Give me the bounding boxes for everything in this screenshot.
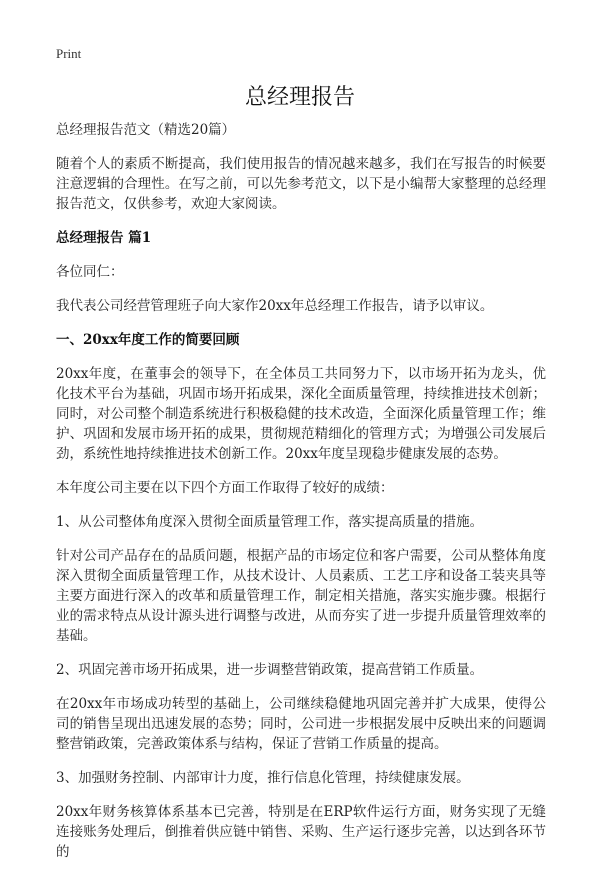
document-body [56,120,546,876]
item1-title: 1、从公司整体角度深入贯彻全面质量管理工作，落实提高质量的措施。 [56,514,484,530]
opening-paragraph: 我代表公司经营管理班子向大家作20xx年总经理工作报告，请予以审议。 [56,298,494,314]
greeting-paragraph: 各位同仁： [56,264,124,280]
page-title: 总经理报告 [244,85,355,110]
item2-body: 在20xx年市场成功转型的基础上，公司继续稳健地巩固完善并扩大成果，使得公司的销售呈现出迅速发展的态势；同时，公司进一步根据发展中反映出来的问题调整营销政策，完善政策体系与结构，保证了营销工作质量的提高。 [56,696,546,752]
document-subtitle: 总经理报告范文（精选20篇） [56,122,236,138]
item1-body: 针对公司产品存在的品质问题，根据产品的市场定位和客户需要，公司从整体角度深入贯彻全面质量管理工作，从技术设计、人员素质、工艺工序和设备工装夹具等主要方面进行深入的改革和质量管理工作，制定相关措施，落实实施步骤。根据行业的需求特点从设计源头进行调整与改进，从而夯实了进一步提升质量管理效率的基础。 [56,548,546,644]
item3-body: 20xx年财务核算体系基本已完善，特别是在ERP软件运行方面，财务实现了无缝连接账务处理后，倒推着供应链中销售、采购、生产运行逐步完善，以达到各环节的 [56,804,546,860]
achievements-intro: 本年度公司主要在以下四个方面工作取得了较好的成绩： [56,480,394,496]
item3-title: 3、加强财务控制、内部审计力度，推行信息化管理，持续健康发展。 [56,770,470,786]
section-heading: 总经理报告 篇1 [56,230,152,246]
intro-paragraph: 随着个人的素质不断提高，我们使用报告的情况越来越多，我们在写报告的时候要注意逻辑的合理性。在写之前，可以先参考范文，以下是小编帮大家整理的总经理报告范文，仅供参考，欢迎大家阅读。 [56,156,546,212]
part1-heading: 一、20xx年度工作的简要回顾 [56,332,240,348]
review-paragraph: 20xx年度，在董事会的领导下，在全体员工共同努力下，以市场开拓为龙头，优化技术平台为基础，巩固市场开拓成果，深化全面质量管理，持续推进技术创新；同时，对公司整个制造系统进行积极稳健的技术改造，全面深化质量管理工作；维护、巩固和发展市场开拓的成果，贯彻规范精细化的管理方式；为增强公司发展后劲，系统性地持续推进技术创新工作。20xx年度呈现稳步健康发展的态势。 [56,366,546,462]
item2-title: 2、巩固完善市场开拓成果，进一步调整营销政策，提高营销工作质量。 [56,662,484,678]
print-link[interactable]: Print [56,46,82,61]
